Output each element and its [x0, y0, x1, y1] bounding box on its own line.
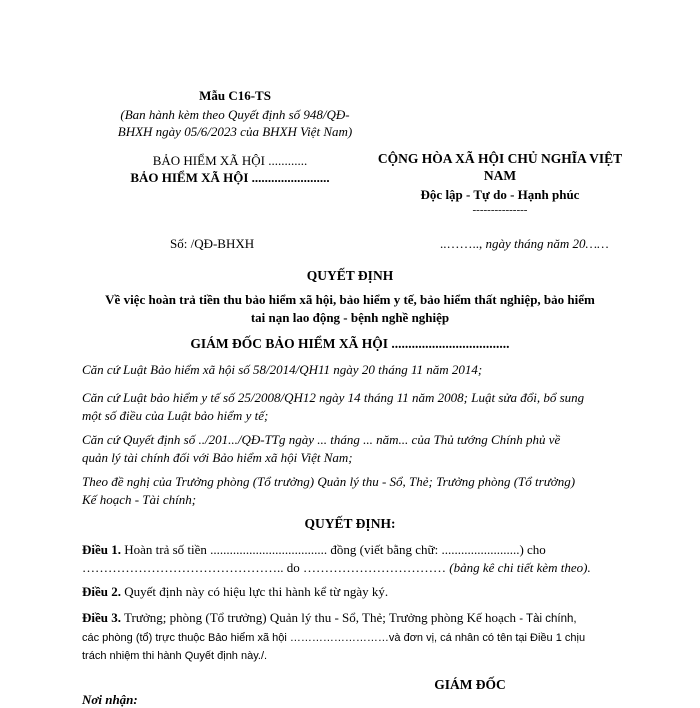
national-title-line-2: NAM — [483, 168, 517, 183]
basis-line-2: Căn cứ Luật bảo hiểm y tế số 25/2008/QH12 ngày 14 tháng 11 năm 2008; Luật sửa đổi, bổ sung — [82, 390, 585, 405]
article-3-line-2: các phòng (tổ) trực thuộc Bảo hiểm xã hội ………………………và đơn vị, cá nhân có tên tại Điều 1 chịu — [82, 632, 586, 644]
basis-line-7: Kế hoạch - Tài chính; — [82, 492, 197, 507]
document-number: Số: /QĐ-BHXH — [170, 236, 255, 251]
director-heading: GIÁM ĐỐC BẢO HIỂM XÃ HỘI ................................... — [190, 336, 510, 351]
basis-line-5: quản lý tài chính đối với Bảo hiểm xã hội Việt Nam; — [82, 450, 353, 465]
recipients-label: Nơi nhận: — [82, 692, 138, 707]
date-line-dots: ..…….., — [440, 236, 483, 251]
article-1-text-2-italic: (bảng kê chi tiết kèm theo). — [446, 560, 591, 575]
article-3-line-3: trách nhiệm thi hành Quyết định này./. — [82, 650, 268, 662]
basis-line-3: một số điều của Luật bảo hiểm y tế; — [82, 408, 269, 423]
agency-line-1: BẢO HIỂM XÃ HỘI ............ — [152, 153, 308, 168]
article-3-text-1-small: - Tài chính, — [516, 613, 577, 625]
date-line — [440, 236, 609, 252]
form-code: Mẫu C16-TS — [199, 88, 271, 103]
issued-note-1: (Ban hành kèm theo Quyết định số 948/QĐ- — [120, 107, 350, 122]
national-rule: --------------- — [472, 204, 528, 216]
article-1-line-2 — [82, 558, 612, 578]
document-title: QUYẾT ĐỊNH — [306, 268, 394, 283]
agency-line-2: BẢO HIỂM XÃ HỘI ........................ — [130, 170, 330, 185]
article-2-line — [82, 582, 612, 602]
basis-line-1: Căn cứ Luật Bảo hiểm xã hội số 58/2014/QH11 ngày 20 tháng 11 năm 2014; — [82, 362, 483, 377]
article-2-label: Điều 2. — [82, 584, 121, 599]
subject-line-1: Về việc hoàn trả tiền thu bảo hiểm xã hội, bảo hiểm y tế, bảo hiểm thất nghiệp, bảo hiểm — [105, 292, 595, 307]
article-3-label: Điều 3. — [82, 610, 121, 625]
signature-title: GIÁM ĐỐC — [434, 677, 506, 692]
national-motto: Độc lập - Tự do - Hạnh phúc — [420, 187, 580, 202]
article-1-text-1: Hoàn trả số tiền .................................... đồng (viết bằng chữ: ........................) cho — [121, 542, 546, 557]
article-1-text-2: ……………………………………….. do …………………………… — [82, 560, 446, 575]
article-1-label: Điều 1. — [82, 542, 121, 557]
issued-note-2: BHXH ngày 05/6/2023 của BHXH Việt Nam) — [117, 124, 353, 139]
subject-line-2: tai nạn lao động - bệnh nghề nghiệp — [250, 310, 450, 325]
article-2-text: Quyết định này có hiệu lực thi hành kể từ ngày ký. — [121, 584, 389, 599]
decision-heading: QUYẾT ĐỊNH: — [304, 516, 396, 531]
article-3-text-1: Trưởng; phòng (Tổ trưởng) Quản lý thu - Sổ, Thẻ; Trưởng phòng Kế hoạch — [121, 610, 517, 625]
basis-line-4: Căn cứ Quyết định số ../201.../QĐ-TTg ngày ... tháng ... năm... của Thủ tướng Chính phủ về — [82, 432, 561, 447]
date-line-text: ngày tháng năm 20…… — [482, 236, 609, 251]
article-1-line-1 — [82, 540, 612, 560]
basis-line-6: Theo đề nghị của Trưởng phòng (Tổ trưởng) Quản lý thu - Sổ, Thẻ; Trưởng phòng (Tổ trưởng) — [82, 474, 576, 489]
article-3-line-1 — [82, 608, 612, 629]
national-title-line-1: CỘNG HÒA XÃ HỘI CHỦ NGHĨA VIỆT — [377, 151, 623, 166]
